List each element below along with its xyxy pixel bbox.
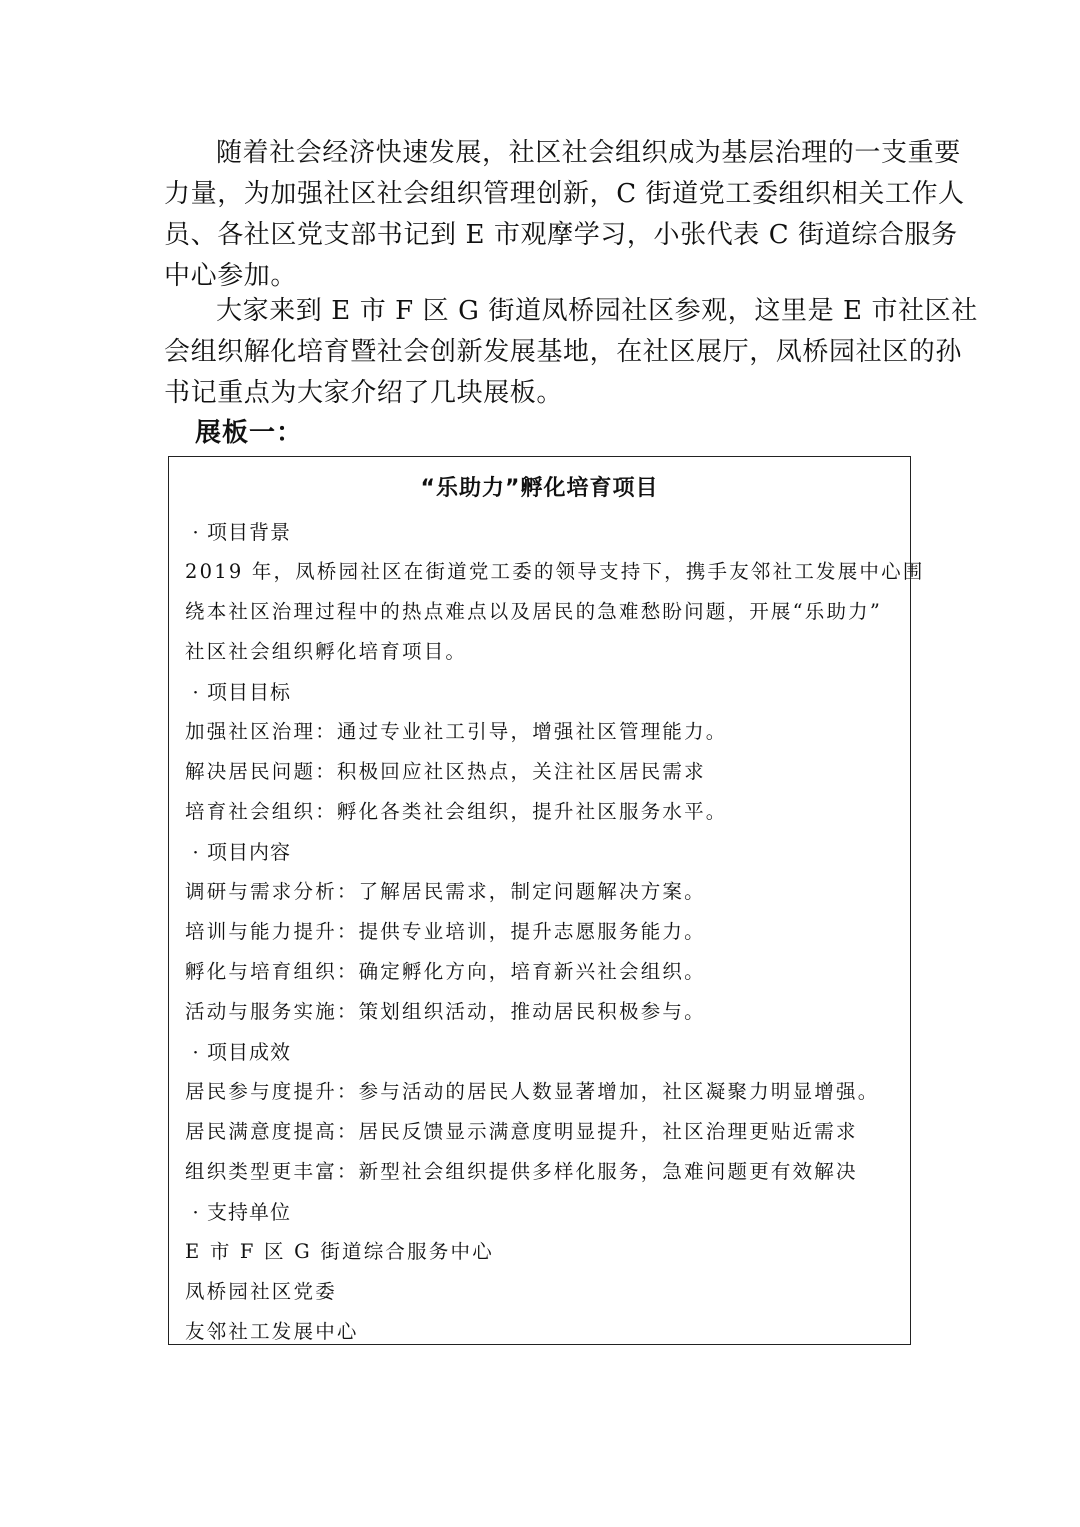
section-line: 孵化与培育组织：确定孵化方向，培育新兴社会组织。: [185, 960, 706, 983]
section-line: 居民满意度提高：居民反馈显示满意度明显提升，社区治理更贴近需求: [185, 1120, 858, 1143]
section-line: E 市 F 区 G 街道综合服务中心: [185, 1240, 494, 1263]
section-heading-goals: [185, 672, 900, 712]
section-line: 凤桥园社区党委: [185, 1280, 337, 1303]
intro-p2-line: 会组织解化培育暨社会创新发展基地，在社区展厅，凤桥园社区的孙: [164, 337, 963, 367]
section-line: 居民参与度提升：参与活动的居民人数显著增加，社区凝聚力明显增强。: [185, 1080, 880, 1103]
section-heading-background: [185, 512, 900, 552]
intro-p1-line: 中心参加。: [164, 261, 298, 291]
section-heading-text: 支持单位: [207, 1200, 291, 1224]
section-heading-text: 项目背景: [207, 520, 291, 544]
section-line: 培训与能力提升：提供专业培训，提升志愿服务能力。: [185, 920, 706, 943]
intro-p2-line: 大家来到 E 市 F 区 G 街道凤桥园社区参观，这里是 E 市社区社: [216, 296, 978, 326]
section-line: 调研与需求分析：了解居民需求，制定问题解决方案。: [185, 880, 706, 903]
section-line: 解决居民问题：积极回应社区热点，关注社区居民需求: [185, 760, 706, 783]
bullet-icon: ·: [192, 1200, 200, 1224]
display-board: [168, 456, 925, 1345]
section-line: 活动与服务实施：策划组织活动，推动居民积极参与。: [185, 1000, 706, 1023]
section-heading-text: 项目内容: [207, 840, 291, 864]
section-heading-results: [185, 1032, 900, 1072]
section-line: 培育社会组织：孵化各类社会组织，提升社区服务水平。: [185, 800, 728, 823]
section-line: 社区社会组织孵化培育项目。: [185, 640, 468, 663]
bullet-icon: ·: [192, 840, 200, 864]
board-heading: 展板一：: [195, 418, 304, 448]
section-heading-supporters: [185, 1192, 900, 1232]
section-heading-text: 项目成效: [207, 1040, 291, 1064]
bullet-icon: ·: [192, 520, 200, 544]
intro-p1-line: 力量，为加强社区社会组织管理创新，C 街道党工委组织相关工作人: [164, 179, 965, 209]
intro-p2-line: 书记重点为大家介绍了几块展板。: [164, 378, 564, 408]
bullet-icon: ·: [192, 680, 200, 704]
intro-p1-line: 随着社会经济快速发展，社区社会组织成为基层治理的一支重要: [216, 138, 961, 168]
section-line: 组织类型更丰富：新型社会组织提供多样化服务，急难问题更有效解决: [185, 1160, 858, 1183]
section-line: 友邻社工发展中心: [185, 1320, 359, 1343]
section-line: 绕本社区治理过程中的热点难点以及居民的急难愁盼问题，开展“乐助力”: [185, 600, 883, 623]
intro-paragraph-2: [164, 291, 978, 414]
section-heading-content: [185, 832, 900, 872]
section-line: 2019 年，凤桥园社区在街道党工委的领导支持下，携手友邻社工发展中心围: [185, 560, 925, 583]
board-body: [185, 512, 925, 1352]
intro-p1-line: 员、各社区党支部书记到 E 市观摩学习，小张代表 C 街道综合服务: [164, 220, 958, 250]
board-title: “乐助力”孵化培育项目: [420, 476, 659, 501]
section-line: 加强社区治理：通过专业社工引导，增强社区管理能力。: [185, 720, 728, 743]
bullet-icon: ·: [192, 1040, 200, 1064]
section-heading-text: 项目目标: [207, 680, 291, 704]
intro-paragraph-1: [164, 133, 965, 297]
